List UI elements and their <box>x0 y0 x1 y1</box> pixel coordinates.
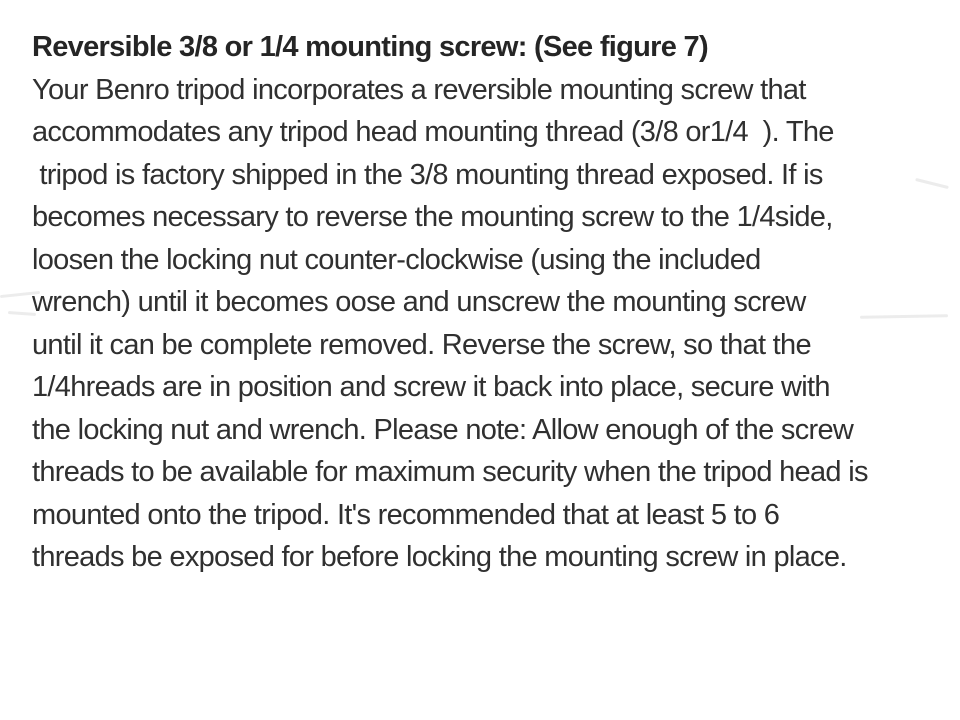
paragraph-line: wrench) until it becomes oose and unscrew the mounting screw <box>32 286 806 318</box>
paragraph-line: threads to be available for maximum security when the tripod head is <box>32 456 868 488</box>
paragraph-line: threads be exposed for before locking the mounting screw in place. <box>32 541 847 573</box>
section-heading: Reversible 3/8 or 1/4 mounting screw: (See figure 7) <box>32 31 708 63</box>
paragraph-line: the locking nut and wrench. Please note: Allow enough of the screw <box>32 413 854 446</box>
paragraph-line: mounted onto the tripod. It's recommended that at least 5 to 6 <box>32 498 780 531</box>
paragraph-line: 1/4hreads are in position and screw it back into place, secure with <box>32 371 830 403</box>
paragraph-line: becomes necessary to reverse the mounting screw to the 1/4side, <box>32 201 833 233</box>
paragraph-line: loosen the locking nut counter-clockwise (using the included <box>32 243 761 276</box>
paragraph-line: accommodates any tripod head mounting thread (3/8 or1/4 ). The <box>32 116 834 148</box>
manual-text-block <box>32 26 952 579</box>
paragraph-line: tripod is factory shipped in the 3/8 mounting thread exposed. If is <box>32 158 823 191</box>
paragraph-line: until it can be complete removed. Reverse the screw, so that the <box>32 328 811 361</box>
paragraph-line: Your Benro tripod incorporates a reversible mounting screw that <box>32 73 806 106</box>
